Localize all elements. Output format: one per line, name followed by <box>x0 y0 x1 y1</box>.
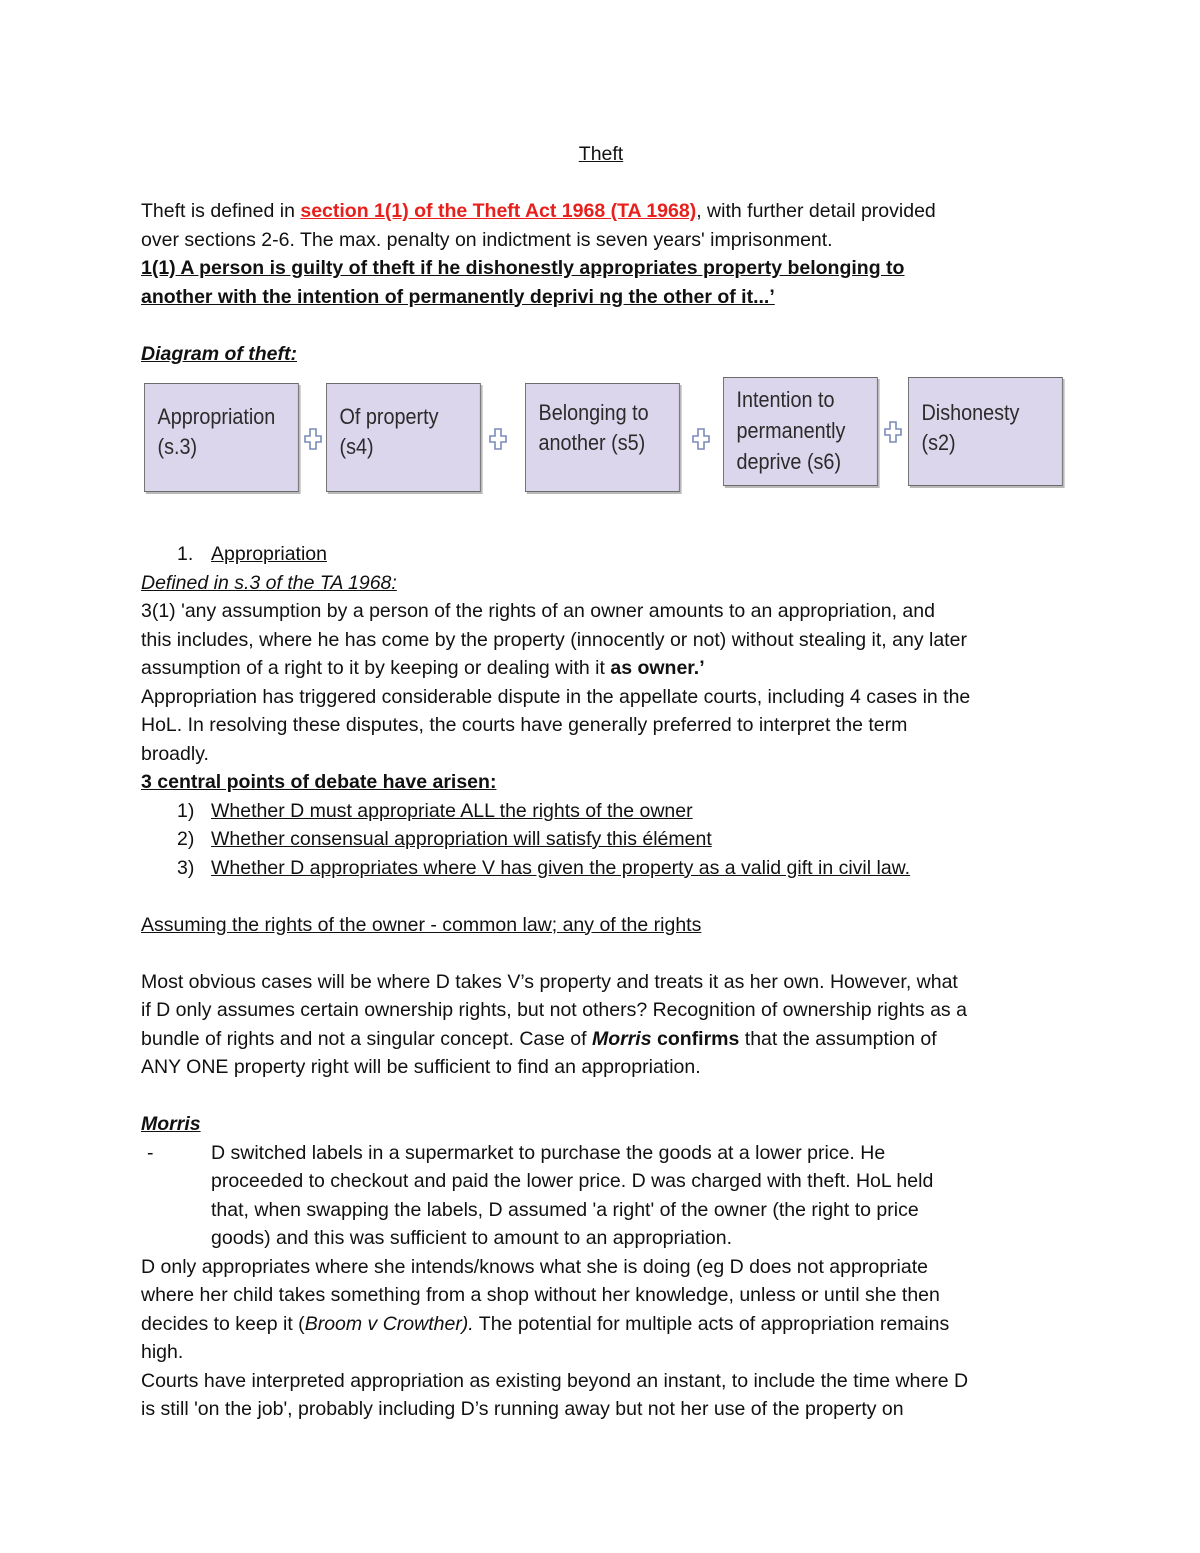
box-line: (s4) <box>339 434 374 459</box>
morris-bullet <box>141 1139 1061 1253</box>
intro-line-2: over sections 2-6. The max. penalty on indictment is seven years' imprisonment. <box>141 228 833 251</box>
section-number: 1. <box>177 543 194 565</box>
statute-quote-line: another with the intention of permanently deprivi ng the other of it...’ <box>141 285 775 308</box>
appropriation-para-line: broadly. <box>141 742 209 765</box>
section-heading <box>141 540 1061 569</box>
diagram-heading: Diagram of theft: <box>141 342 297 365</box>
statute-quote-line: 1(1) A person is guilty of theft if he dishonestly appropriates property belonging to <box>141 257 905 279</box>
box-line: Intention to <box>736 387 835 412</box>
box-line: (s.3) <box>157 434 198 459</box>
box-line: (s2) <box>921 430 956 455</box>
morris-heading: Morris <box>141 1113 201 1135</box>
intro-rest: , with further detail provided <box>696 200 936 222</box>
case-name: Morris <box>591 1027 652 1050</box>
box-line: permanently <box>736 418 846 443</box>
s3-quote-line: 3(1) 'any assumption by a person of the rights of an owner amounts to an appropriation, and <box>141 600 935 622</box>
intent-para-line: high. <box>141 1341 184 1363</box>
section-heading-text: Appropriation <box>211 543 327 565</box>
intro-paragraph <box>141 197 1061 226</box>
box-line: Of property <box>339 404 439 429</box>
debate-point-text: Whether consensual appropriation will satisfy this élément <box>211 828 712 850</box>
intent-text: The potential for multiple acts of appropriation remains <box>473 1312 950 1335</box>
box-line: Belonging to <box>538 400 649 425</box>
page-title: Theft <box>578 143 624 165</box>
intent-para-line: where her child takes something from a shop without her knowledge, unless or until she then <box>141 1284 940 1306</box>
rights-para-line: Most obvious cases will be where D takes V’s property and treats it as her own. However, what <box>141 970 958 993</box>
rights-para-line: ANY ONE property right will be sufficient to find an appropriation. <box>141 1056 701 1078</box>
debate-point-number: 1) <box>177 799 195 822</box>
s3-quote-line: this includes, where he has come by the property (innocently or not) without stealing it, any later <box>141 628 967 651</box>
debate-point <box>141 797 1061 826</box>
debate-point-number: 2) <box>177 828 195 850</box>
bullet-dash: - <box>147 1141 154 1164</box>
box-line: another (s5) <box>538 430 646 455</box>
s3-quote-text: assumption of a right to it by keeping or dealing with it <box>141 657 611 679</box>
rights-text: bundle of rights and not a singular concept. Case of <box>141 1027 592 1050</box>
rights-bold: confirms <box>651 1027 740 1050</box>
morris-bullet-line: goods) and this was sufficient to amount to an appropriation. <box>211 1227 733 1249</box>
appropriation-para-line: Appropriation has triggered considerable dispute in the appellate courts, including 4 cases in the <box>141 685 971 708</box>
intent-para-line <box>141 1310 1061 1339</box>
rights-para-line <box>141 1025 1061 1054</box>
section-reference: section 1(1) of the Theft Act 1968 (TA 1968) <box>300 200 697 222</box>
morris-bullet-line: proceeded to checkout and paid the lower price. D was charged with theft. HoL held <box>211 1170 934 1192</box>
debate-heading: 3 central points of debate have arisen: <box>141 771 497 793</box>
debate-point-text: Whether D must appropriate ALL the rights of the owner <box>211 799 693 822</box>
s3-quote-bold: as owner.’ <box>610 657 705 679</box>
debate-point <box>141 825 1061 854</box>
intent-para-line: D only appropriates where she intends/knows what she is doing (eg D does not appropriate <box>141 1255 928 1278</box>
box-line: deprive (s6) <box>736 449 842 474</box>
duration-para-line: Courts have interpreted appropriation as existing beyond an instant, to include the time where D <box>141 1369 969 1392</box>
defined-line: Defined in s.3 of the TA 1968: <box>141 571 397 594</box>
intro-lead: Theft is defined in <box>141 200 301 222</box>
debate-point-text: Whether D appropriates where V has given the property as a valid gift in civil law. <box>211 856 911 879</box>
appropriation-para-line: HoL. In resolving these disputes, the courts have generally preferred to interpret the term <box>141 714 908 736</box>
rights-text: that the assumption of <box>739 1027 937 1050</box>
box-line: Appropriation <box>157 404 276 429</box>
case-name: Broom v Crowther). <box>304 1312 474 1335</box>
rights-heading: Assuming the rights of the owner - common law; any of the rights <box>141 913 702 936</box>
morris-bullet-line: that, when swapping the labels, D assumed 'a right' of the owner (the right to price <box>211 1198 919 1221</box>
rights-para-line: if D only assumes certain ownership rights, but not others? Recognition of ownership rights as a <box>141 999 967 1021</box>
box-line: Dishonesty <box>921 400 1020 425</box>
debate-point <box>141 854 1061 883</box>
duration-para-line: is still 'on the job', probably including D’s running away but not her use of the property on <box>141 1398 904 1420</box>
morris-bullet-line: D switched labels in a supermarket to purchase the goods at a lower price. He <box>211 1141 886 1164</box>
debate-point-number: 3) <box>177 856 195 879</box>
intent-text: decides to keep it ( <box>141 1312 305 1335</box>
s3-quote-line <box>141 654 1061 683</box>
document-body <box>141 140 1061 1424</box>
